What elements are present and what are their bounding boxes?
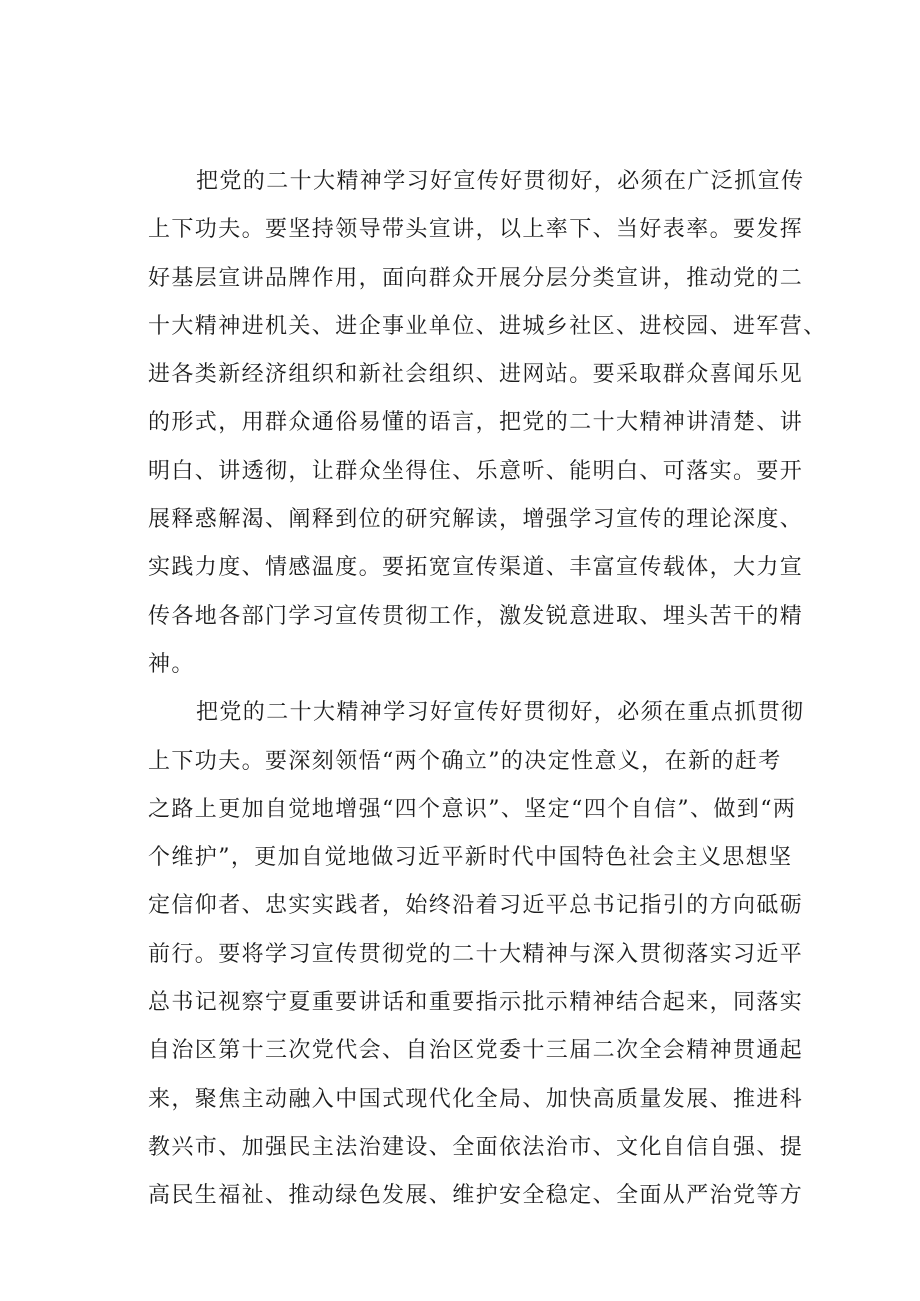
text-line: 把党的二十大精神学习好宣传好贯彻好，必须在广泛抓宣传 — [196, 169, 805, 194]
text-line: 明白、讲透彻，让群众坐得住、乐意听、能明白、可落实。要开 — [148, 458, 804, 484]
text-line: 总书记视察宁夏重要讲话和重要指示批示精神结合起来，同落实 — [148, 990, 804, 1016]
text-line: 之路上更加自觉地增强“四个意识”、坚定“四个自信”、做到“两 — [148, 796, 797, 822]
document-body — [148, 158, 827, 1221]
text-line: 定信仰者、忠实实践者，始终沿着习近平总书记指引的方向砥砺 — [148, 893, 804, 919]
text-line: 进各类新经济组织和新社会组织、进网站。要采取群众喜闻乐见 — [148, 362, 804, 388]
text-line: 神。 — [148, 651, 195, 677]
text-line: 来，聚焦主动融入中国式现代化全局、加快高质量发展、推进科 — [148, 1086, 804, 1112]
text-line: 前行。要将学习宣传贯彻党的二十大精神与深入贯彻落实习近平 — [148, 941, 804, 967]
text-line: 好基层宣讲品牌作用，面向群众开展分层分类宣讲，推动党的二 — [148, 265, 804, 291]
text-line: 实践力度、情感温度。要拓宽宣传渠道、丰富宣传载体，大力宣 — [148, 555, 804, 581]
text-line: 教兴市、加强民主法治建设、全面依法治市、文化自信自强、提 — [148, 1134, 804, 1160]
text-line: 展释惑解渴、阐释到位的研究解读，增强学习宣传的理论深度、 — [148, 507, 804, 533]
text-line: 高民生福祉、推动绿色发展、维护安全稳定、全面从严治党等方 — [148, 1183, 804, 1209]
paragraph-1 — [148, 158, 827, 689]
text-line: 十大精神进机关、进企事业单位、进城乡社区、进校园、进军营、 — [148, 313, 827, 339]
text-line: 的形式，用群众通俗易懂的语言，把党的二十大精神讲清楚、讲 — [148, 410, 804, 436]
text-line: 上下功夫。要坚持领导带头宣讲，以上率下、当好表率。要发挥 — [148, 217, 804, 243]
text-line: 传各地各部门学习宣传贯彻工作，激发锐意进取、埋头苦干的精 — [148, 603, 804, 629]
text-line: 上下功夫。要深刻领悟“两个确立”的决定性意义，在新的赶考 — [148, 748, 782, 774]
text-line: 把党的二十大精神学习好宣传好贯彻好，必须在重点抓贯彻 — [196, 700, 805, 726]
paragraph-2 — [148, 689, 810, 1220]
text-line: 个维护”，更加自觉地做习近平新时代中国特色社会主义思想坚 — [148, 845, 793, 871]
text-line: 自治区第十三次党代会、自治区党委十三届二次全会精神贯通起 — [148, 1038, 804, 1064]
